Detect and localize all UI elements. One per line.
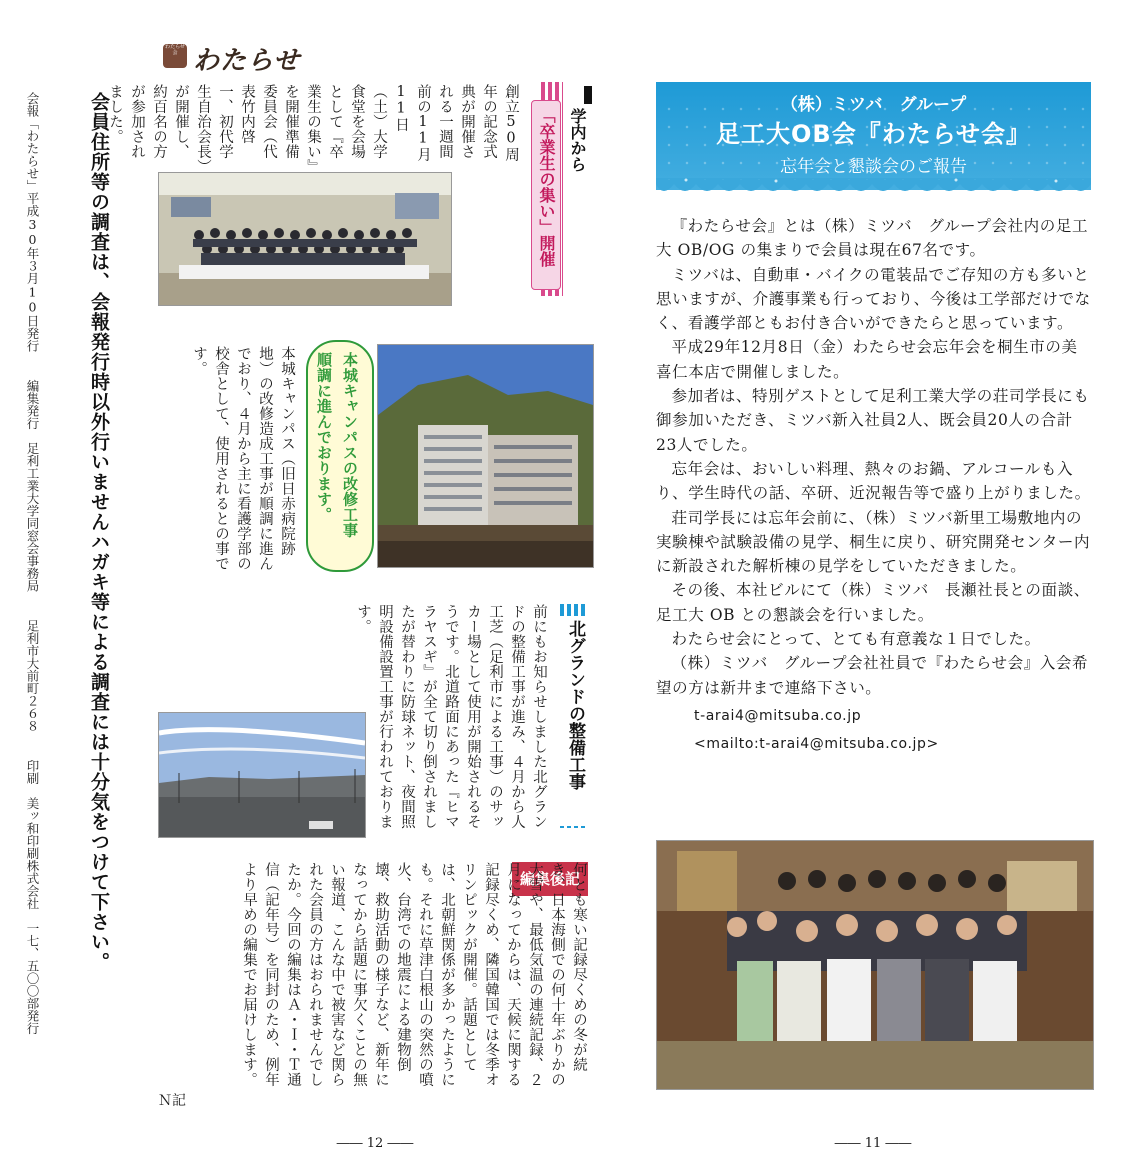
renovation-heading-line2: 順調に進んでおります。 — [315, 352, 333, 523]
sports-field-image — [159, 713, 365, 837]
reunion-group-image — [159, 173, 451, 305]
header-company: （株）ミツバ グループ — [780, 95, 967, 115]
reunion-body: 創立50周年の記念式典が開催される一週間前の11月11日（土）大学食堂を会場として『卒業生の集い』を開催準備委員会（代表竹内啓一、初代学生自治会長）が開催し、約百名の方が参加されました。 — [107, 84, 519, 167]
page-rule-left: ―― — [336, 1136, 367, 1151]
page-number-12: 12 — [366, 1136, 384, 1151]
editor-note-heading: 編集後記 — [512, 862, 588, 896]
contact-mailto-link[interactable]: <mailto:t-arai4@mitsuba.co.jp> — [694, 736, 939, 753]
page-rule-left-r: ―― — [834, 1136, 865, 1151]
banner-scallop — [656, 178, 1091, 200]
renovation-body: 本城キャンパス（旧日赤病院跡地）の改修造成工事が順調に進んでおり、４月から主に看護学部の校舎として、使用されるとの事です。 — [191, 346, 295, 571]
paragraph-5: 忘年会は、おいしい料理、熱々のお鍋、アルコールも入り、学生時代の話、卒研、近況報告等で盛り上がりました。 — [656, 459, 1091, 503]
page-number-left — [320, 1136, 430, 1151]
address-notice: 会員住所等の調査は、会報発行時以外行いませんハガキ等による調査には十分気をつけて下さい。 — [88, 92, 110, 972]
group-photo — [656, 840, 1094, 1090]
watarase-logo — [163, 40, 303, 74]
renovation-heading-line1: 本城キャンパスの改修工事 — [341, 352, 359, 538]
north-ground-body: 前にもお知らせしました北グランドの整備工事が進み、４月から人工芝（足利市による工事）のサッカー場として使用が開始されるそうです。北道路面にあった『ヒマラヤスギ』が全て切り倒されましたが替わりに防球ネット、夜間照明設備設置工事が行われております。 — [355, 604, 547, 829]
campus-photo — [377, 344, 594, 568]
paragraph-6: 荘司学長には忘年会前に、（株）ミツバ新里工場敷地内の実験棟や試験設備の見学、桐生に戻り、研究開発センター内に新設された解析棟の見学をしていただきました。 — [656, 508, 1091, 576]
north-ground-photo — [158, 712, 366, 838]
page-number-11: 11 — [864, 1136, 882, 1151]
group-photo-image — [657, 841, 1093, 1089]
contact-email[interactable]: t-arai4@mitsuba.co.jp — [694, 707, 862, 724]
page-rule-right-r: ―― — [881, 1136, 912, 1151]
page-rule-right: ―― — [383, 1136, 414, 1151]
paragraph-3: 平成29年12月8日（金）わたらせ会忘年会を桐生市の美喜仁本店で開催しました。 — [656, 338, 1078, 381]
logo-text: わたらせ — [193, 46, 301, 76]
header-subtitle: 忘年会と懇談会のご報告 — [780, 157, 967, 177]
paragraph-4: 参加者は、特別ゲストとして足利工業大学の荘司学長にも御参加いただき、ミツバ新入社員2人、既会員20人の合計23人でした。 — [656, 387, 1090, 454]
campus-label-line — [584, 86, 592, 104]
editor-note-body: 何とも寒い記録尽くめの冬が続き、日本海側での何十年ぶりかの大雪や、最低気温の連続記録、２月になってからは、天候に関する記録尽くめ、隣国韓国では冬季オリンピックが開催。話題としては、北朝鮮関係が多かったようにも。それに草津白根山の突然の噴火、台湾での地震による建物倒壊、救助活動の様子など、新年になってから話題に事欠くことの無い報道、こんな中で被害など関られた会員の方はおられませんでしたか。今回の編集はＡ・Ｉ・Ｔ通信（記年号）を同封のため、例年より早めの編集でお届けします。 — [241, 862, 587, 1087]
header-title: 足工大OB会『わたらせ会』 — [716, 120, 1031, 148]
paragraph-2: ミツバは、自動車・バイクの電装品でご存知の方も多いと思いますが、介護事業も行っており、今後は工学部だけでなく、看護学部ともお付き合いができたらと思っています。 — [656, 265, 1091, 333]
reunion-heading: 「卒業生の集い」開催 — [531, 100, 561, 290]
colophon: 会報「わたらせ」平成30年３月10日発行 編集発行 足利工業大学同窓会事務局 足利市大前町２６８ 印刷 美ッ和印刷株式会社 一七、五〇〇部発行 — [25, 92, 40, 1035]
paragraph-9: （株）ミツバ グループ会社社員で『わたらせ会』入会希望の方は新井まで連絡下さい。 — [656, 654, 1089, 697]
paragraph-8: わたらせ会にとって、とても有意義な１日でした。 — [671, 630, 1041, 649]
page-number-right — [818, 1136, 928, 1151]
campus-building-image — [378, 345, 593, 567]
paragraph-7: その後、本社ビルにて（株）ミツバ 長瀬社長との面談、足工大 OB との懇談会を行いました。 — [656, 581, 1090, 624]
north-ground-heading: 北グランドの整備工事 — [558, 616, 590, 826]
reunion-photo — [158, 172, 452, 306]
logo-mark-icon: わたらせ会 — [163, 44, 187, 68]
editor-signature: Ｎ記 — [158, 1093, 186, 1109]
campus-news-label: 学内から — [568, 108, 587, 172]
article-body — [656, 214, 1092, 757]
paragraph-1: 『わたらせ会』とは（株）ミツバ グループ会社内の足工大 OB/OG の集まりで会員は現在67名です。 — [656, 217, 1089, 260]
